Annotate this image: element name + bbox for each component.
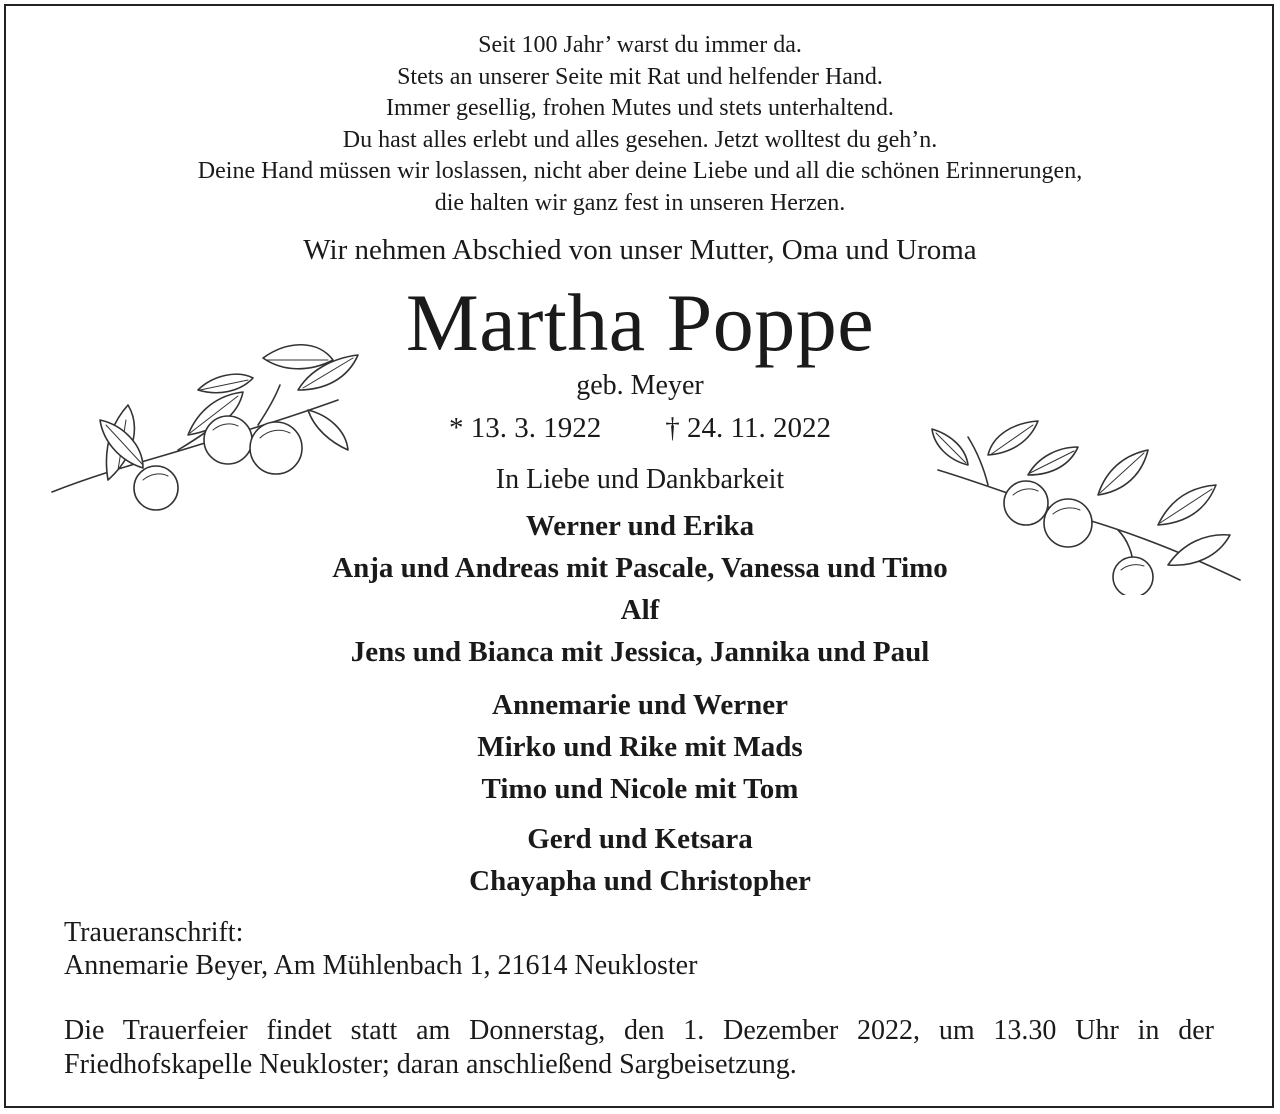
apple-branch-icon bbox=[928, 415, 1246, 595]
farewell-intro: Wir nehmen Abschied von unser Mutter, Oma und Uroma bbox=[303, 234, 977, 266]
family-line: Gerd und Ketsara bbox=[527, 823, 753, 855]
family-group-3 bbox=[0, 818, 1280, 902]
poem-line: die halten wir ganz fest in unseren Herzen. bbox=[434, 189, 846, 216]
apple-branch-icon bbox=[48, 330, 368, 520]
family-line: Timo und Nicole mit Tom bbox=[481, 773, 799, 805]
address-label: Traueranschrift: bbox=[64, 917, 244, 948]
family-line: Alf bbox=[620, 594, 660, 626]
family-line: Mirko und Rike mit Mads bbox=[477, 731, 803, 763]
family-group-2 bbox=[0, 684, 1280, 810]
address-value: Annemarie Beyer, Am Mühlenbach 1, 21614 Neukloster bbox=[64, 950, 698, 981]
funeral-service-info: Die Trauerfeier findet statt am Donnerstag, den 1. Dezember 2022, um 13.30 Uhr in der Friedhofskapelle Neukloster; daran anschließend Sargbeisetzung. bbox=[64, 1015, 1214, 1080]
family-line: Annemarie und Werner bbox=[492, 689, 788, 721]
poem-line: Stets an unserer Seite mit Rat und helfender Hand. bbox=[397, 63, 883, 90]
birth-name: geb. Meyer bbox=[576, 370, 704, 401]
family-line: Werner und Erika bbox=[525, 510, 755, 542]
poem-line: Deine Hand müssen wir loslassen, nicht aber deine Liebe und all die schönen Erinnerungen, bbox=[197, 158, 1083, 184]
family-line: Jens und Bianca mit Jessica, Jannika und Paul bbox=[350, 636, 930, 668]
poem-line: Du hast alles erlebt und alles gesehen. Jetzt wolltest du geh’n. bbox=[342, 126, 938, 153]
deceased-name: Martha Poppe bbox=[405, 277, 875, 368]
family-line: Anja und Andreas mit Pascale, Vanessa und Timo bbox=[332, 552, 948, 584]
love-line: In Liebe und Dankbarkeit bbox=[495, 464, 785, 495]
family-line: Chayapha und Christopher bbox=[469, 865, 811, 897]
poem bbox=[0, 30, 1280, 219]
birth-date: * 13. 3. 1922 bbox=[449, 412, 602, 444]
poem-line: Seit 100 Jahr’ warst du immer da. bbox=[478, 32, 802, 58]
mourning-address bbox=[64, 916, 697, 982]
death-date: † 24. 11. 2022 bbox=[665, 412, 831, 444]
poem-line: Immer gesellig, frohen Mutes und stets unterhaltend. bbox=[386, 95, 894, 121]
